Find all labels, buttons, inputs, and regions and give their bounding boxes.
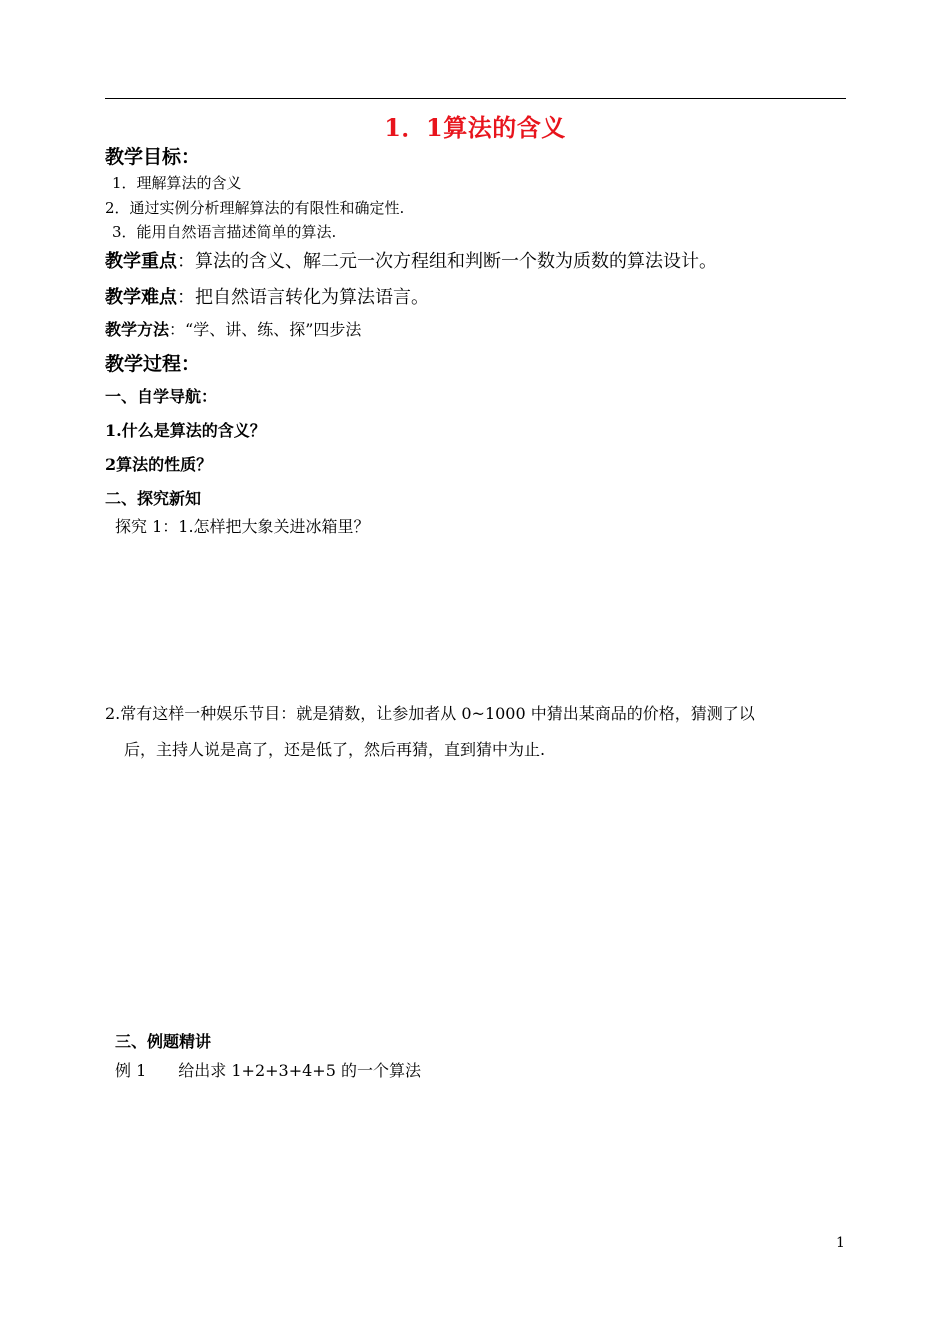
page-title: 1．1算法的含义 (384, 113, 566, 142)
difficulties-text: ：把自然语言转化为算法语言。 (177, 287, 429, 308)
objective-item: 3．能用自然语言描述简单的算法. (112, 223, 337, 241)
header-rule (105, 98, 846, 99)
difficulties-line (105, 283, 429, 309)
difficulties-label: 教学难点 (105, 287, 177, 308)
objective-item: 2．通过实例分析理解算法的有限性和确定性. (105, 199, 405, 217)
example-1: 例 1 给出求 1+2+3+4+5 的一个算法 (115, 1061, 421, 1080)
process-heading: 教学过程： (105, 353, 201, 375)
key-points-text: ：算法的含义、解二元一次方程组和判断一个数为质数的算法设计。 (177, 251, 717, 272)
objective-item: 1．理解算法的含义 (112, 174, 242, 192)
section1-question-1: 1.什么是算法的含义？ (105, 421, 266, 440)
key-points-line (105, 247, 717, 273)
explore-item-2-line-2: 后，主持人说是高了，还是低了，然后再猜，直到猜中为止. (124, 740, 546, 759)
key-points-label: 教学重点 (105, 251, 177, 272)
section1-heading: 一、自学导航： (105, 387, 218, 406)
explore-item-2-line-1: 2.常有这样一种娱乐节目：就是猜数，让参加者从 0~1000 中猜出某商品的价格，猜测了以 (105, 704, 755, 723)
section3-heading: 三、例题精讲 (115, 1032, 212, 1051)
method-text: ：“学、讲、练、探”四步法 (169, 320, 362, 339)
section1-question-2: 2算法的性质？ (105, 455, 213, 474)
page-number: 1 (836, 1235, 845, 1251)
objectives-heading: 教学目标： (105, 146, 201, 168)
explore-item-1: 探究 1：1.怎样把大象关进冰箱里？ (115, 517, 370, 536)
section2-heading: 二、探究新知 (105, 489, 202, 508)
method-line (105, 317, 361, 340)
method-label: 教学方法 (105, 320, 170, 339)
